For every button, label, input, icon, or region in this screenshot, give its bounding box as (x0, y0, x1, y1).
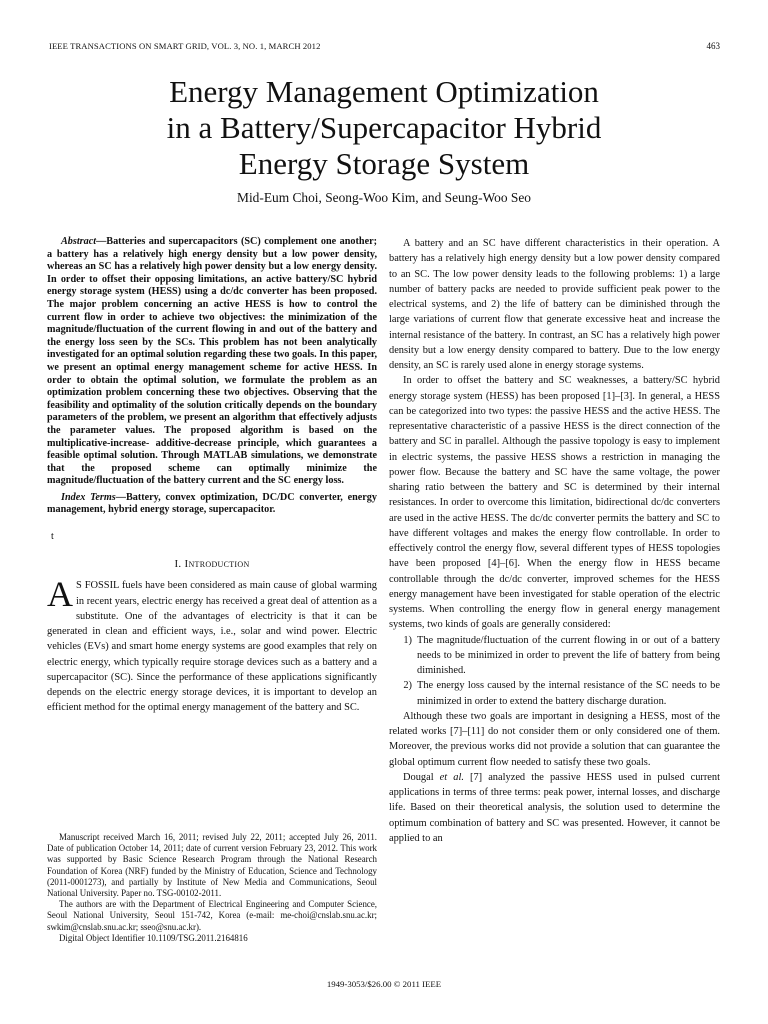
footnote-affiliation: The authors are with the Department of Electrical Engineering and Computer Science, Seoul National University, Seoul 151-742, Korea (e-mail: me-choi@cnslab.snu.ac.kr; swkim@cnslab.snu.ac.kr; sseo@snu.ac.kr). (47, 899, 377, 932)
intro-paragraph-1-text: S FOSSIL fuels have been considered as main cause of global warming in recent years, electric energy has received a great deal of attention as a substitute. One of the advantages of electricity is that it can be generated in clean and efficient ways, i.e., solar and wind power. Electric vehicles (EVs) and smart home energy systems are good examples that rely on electric energy, which typically require storage devices such as a battery and a supercapacitor (SC). Since the performance of these applications significantly depends on the electric energy storage devices, it is important to develop an efficient method for the optimal energy management of the battery and SC. (47, 580, 377, 714)
right-column (389, 236, 720, 846)
et-al: et al. (439, 771, 464, 783)
list-item-number: 2) (403, 680, 412, 692)
section-numeral: I. (174, 558, 182, 571)
list-item (389, 633, 720, 679)
index-terms-label: Index Terms (61, 491, 116, 503)
authors: Mid-Eum Choi, Seong-Woo Kim, and Seung-Woo Seo (237, 190, 531, 205)
footnote-received: Manuscript received March 16, 2011; revised July 22, 2011; accepted July 26, 2011. Date of publication October 14, 2011; date of current version February 23, 2012. This work was supported by Basic Science Research Program through the National Research Foundation of Korea (NRF) funded by the Ministry of Education, Science and Technology (2011-0001273), and partially by Institute of New Media and Communications, Seoul National University. Paper no. TSG-00102-2011. (47, 832, 377, 899)
goals-list (389, 633, 720, 709)
abstract (47, 236, 377, 488)
list-item-text: The energy loss caused by the internal resistance of the SC needs to be minimized in order to extend the battery discharge duration. (417, 680, 720, 707)
footnote-doi: Digital Object Identifier 10.1109/TSG.2011.2164816 (59, 932, 248, 943)
index-terms-text: —Battery, convex optimization, DC/DC converter, energy management, hybrid energy storage, supercapacitor. (47, 491, 377, 516)
left-column (47, 236, 377, 716)
list-item-text: The magnitude/fluctuation of the current flowing in or out of a battery needs to be minimized in order to prevent the life of battery from being diminished. (417, 634, 720, 676)
para4-rest: [7] analyzed the passive HESS used in pulsed current applications in terms of three terms: peak power, internal losses, and discharge life. Based on their theoretical analysis, the solution used to determine the optimum combination of battery and SC was presented. However, it cannot be applied to an (389, 771, 721, 844)
index-terms (47, 492, 377, 517)
running-head: IEEE TRANSACTIONS ON SMART GRID, VOL. 3, NO. 1, MARCH 2012 (49, 41, 321, 51)
abstract-text: —Batteries and supercapacitors (SC) complement one another; a battery has a relatively high energy density but a low power density, whereas an SC has a relatively high power density but a low energy density. In order to offset their opposing limitations, an active battery/SC hybrid energy storage system (HESS) using a dc/dc converter has been proposed. The major problem concerning an active HESS is how to control the current flow in order to achieve two objectives: the minimization of the magnitude/fluctuation of the current flowing in and out of the battery and the energy loss seen by the SCs. This problem has not been analytically investigated for an optimal solution regarding these two goals. In this paper, we present an optimal energy management scheme for active HESS. In order to obtain the optimal solution, we formulate the problem as an optimization problem concerning these two objectives. Observing that the feasibility and optimality of the solution critically depends on the boundary parameters of the problem, we present an algorithm that effectively adjusts the parameter values. The proposed algorithm is based on the multiplicative-increase- additive-decrease principle, which guarantees a feasible optimal solution. Through MATLAB simulations, we demonstrate that the proposed scheme can optimally minimize the magnitude/fluctuation of the battery current and the SC energy loss. (47, 236, 377, 487)
right-paragraph-4 (389, 770, 720, 846)
page-number: 463 (706, 41, 720, 51)
title-line-2: in a Battery/Supercapacitor Hybrid (166, 110, 602, 145)
right-paragraph-2: In order to offset the battery and SC weaknesses, a battery/SC hybrid energy storage system (HESS) has been proposed [1]–[3]. In general, a HESS can be categorized into two types: the passive HESS and the active HESS. The representative characteristic of a passive HESS is the direct connection of the battery and SC in parallel. Although the passive topology is easy to implement in electric systems, the passive HESS shows a restriction in managing the power flow. Because the battery and SC have the same voltage, the power sharing ratio between the battery and SC is determined by their internal resistances. In order to overcome this limitation, bidirectional dc/dc converters are used in the active HESS. The dc/dc converter permits the battery and SC to have different voltages and makes the energy flow controllable. In order to effectively control the energy flow, several different types of HESS topologies have been proposed [4]–[6]. When the energy flow in HESS became controllable through the dc/dc converter, improved schemes for the HESS energy management have been investigated for stable operation of the electric systems. When controlling the energy flow in general energy management systems, two kinds of goals are generally considered: (389, 375, 720, 631)
right-paragraph-3: Although these two goals are important in designing a HESS, most of the related works [7]–[11] do not consider them or only considered one of them. Moreover, the previous works did not provide a solution that can guarantee the global optimum current flow needed to satisfy these two goals. (389, 710, 720, 768)
paper-title (0, 74, 768, 182)
section-title: Introduction (184, 558, 250, 571)
list-item-number: 1) (403, 634, 412, 646)
section-heading-introduction (47, 557, 377, 572)
intro-paragraph-1 (47, 574, 377, 715)
right-paragraph-1: A battery and an SC have different characteristics in their operation. A battery has a relatively high energy density but a low power density compared to an SC. The low power density leads to the following problems: 1) a large number of battery packs are needed to provide sufficient peak power to the electrical systems, and 2) the life of battery can be diminished through the large variations of current flow that generate excessive heat and increase the internal resistance of the battery. In contrast, an SC has a relatively high power density but a low energy density compared to battery. Due to the low energy density, an SC is rarely used alone in energy storage systems. (389, 238, 720, 371)
title-line-3: Energy Storage System (238, 146, 530, 181)
list-item (389, 678, 720, 709)
stray-character: t (51, 531, 54, 543)
para4-start: Dougal (403, 771, 440, 783)
title-line-1: Energy Management Optimization (169, 74, 599, 109)
abstract-label: Abstract (61, 236, 97, 247)
copyright-footer: 1949-3053/$26.00 © 2011 IEEE (326, 979, 442, 989)
drop-cap: A (47, 574, 73, 615)
footnotes (47, 832, 377, 944)
